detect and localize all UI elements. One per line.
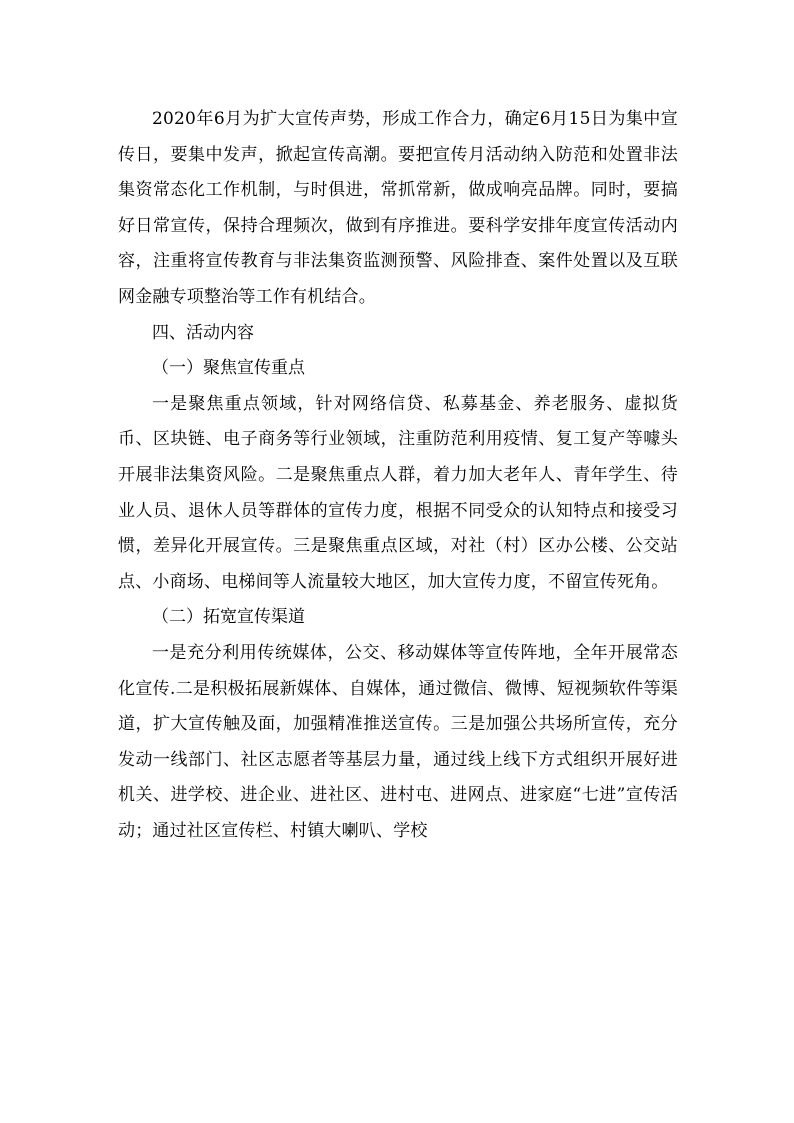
paragraph-publicity-month: 2020年6月为扩大宣传声势，形成工作合力，确定6月15日为集中宣传日，要集中发声，掀起宣传高潮。要把宣传月活动纳入防范和处置非法集资常态化工作机制，与时俱进，常抓常新，做成响亮品牌。同时，要搞好日常宣传，保持合理频次，做到有序推进。要科学安排年度宣传活动内容，注重将宣传教育与非法集资监测预警、风险排查、案件处置以及互联网金融专项整治等工作有机结合。 (118, 109, 678, 307)
paragraph-channels-details: 一是充分利用传统媒体，公交、移动媒体等宣传阵地，全年开展常态化宣传.二是积极拓展新媒体、自媒体，通过微信、微博、短视频软件等渠道，扩大宣传触及面，加强精准推送宣传。三是加强公共场所宣传，充分发动一线部门、社区志愿者等基层力量，通过线上线下方式组织开展好进机关、进学校、进企业、进社区、进村屯、进网点、进家庭“七进”宣传活动；通过社区宣传栏、村镇大喇叭、学校 (118, 642, 678, 841)
section-heading-activity-content: 四、活动内容 (152, 322, 254, 343)
document-page (118, 102, 678, 849)
paragraph-focus-details: 一是聚焦重点领域，针对网络信贷、私募基金、养老服务、虚拟货币、区块链、电子商务等行业领域，注重防范利用疫情、复工复产等噱头开展非法集资风险。二是聚焦重点人群，着力加大老年人、青年学生、待业人员、退休人员等群体的宣传力度，根据不同受众的认知特点和接受习惯，差异化开展宣传。三是聚焦重点区域，对社（村）区办公楼、公交站点、小商场、电梯间等人流量较大地区，加大宣传力度，不留宣传死角。 (118, 393, 678, 592)
subsection-heading-focus: （一）聚焦宣传重点 (152, 358, 305, 379)
subsection-heading-channels: （二）拓宽宣传渠道 (152, 607, 305, 628)
